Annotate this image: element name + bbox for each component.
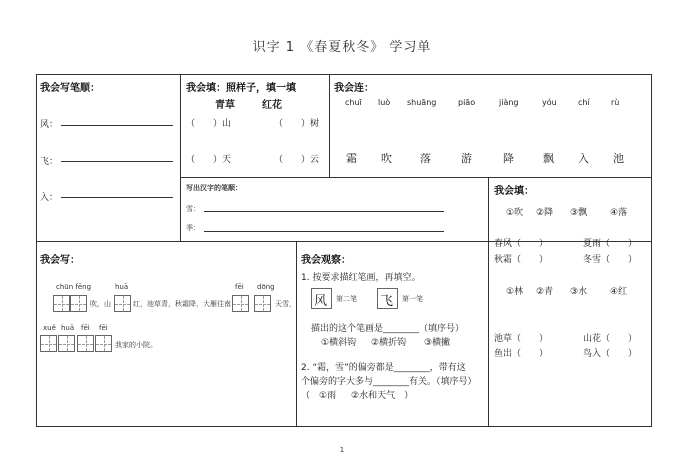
tianzige-box[interactable] bbox=[70, 295, 87, 312]
pinyin-label: fēi bbox=[235, 283, 244, 291]
divider bbox=[180, 177, 651, 178]
trace-glyph[interactable]: 风 bbox=[314, 294, 328, 309]
option: ①横斜钩 bbox=[321, 338, 357, 348]
tianzige-box[interactable] bbox=[95, 335, 112, 352]
sentence-text: 天雪， bbox=[275, 300, 296, 308]
fill-blank[interactable]: （ ）天 bbox=[186, 155, 232, 165]
pinyin-item[interactable]: chuī bbox=[345, 98, 362, 107]
fill-blank[interactable]: （ ）树 bbox=[274, 119, 320, 129]
question-text: 1. 按要求描红笔画，再填空。 bbox=[301, 273, 421, 283]
divider bbox=[36, 241, 651, 242]
fill-blank[interactable]: 夏雨（ ） bbox=[583, 239, 638, 249]
stroke-order-item: 季： bbox=[186, 224, 200, 232]
char-item[interactable]: 池 bbox=[613, 152, 624, 165]
fill-blank[interactable]: 池草（ ） bbox=[494, 334, 549, 344]
answer-line[interactable] bbox=[204, 231, 444, 232]
divider bbox=[180, 74, 181, 241]
write-order-item: 飞： bbox=[40, 157, 59, 167]
option: ④落 bbox=[610, 208, 628, 218]
option: ②降 bbox=[536, 208, 554, 218]
fill-blank[interactable]: 春风（ ） bbox=[494, 239, 549, 249]
question-text[interactable]: 描出的这个笔画是________（填序号） bbox=[311, 324, 465, 334]
write-order-item: 风： bbox=[40, 120, 59, 130]
tianzige-box[interactable] bbox=[53, 295, 70, 312]
option: ②青 bbox=[536, 287, 554, 297]
option: ④红 bbox=[610, 287, 628, 297]
example-word: 红花 bbox=[262, 100, 282, 111]
tianzige-box[interactable] bbox=[77, 335, 94, 352]
fill2-heading: 我会填： bbox=[494, 186, 534, 197]
stroke-order-item: 雪： bbox=[186, 205, 200, 213]
question-text[interactable]: 2. “霜，雪”的偏旁都是________，带有这 bbox=[301, 363, 466, 373]
pinyin-label: fēi bbox=[99, 324, 108, 332]
page-title: 识字 1 《春夏秋冬》 学习单 bbox=[252, 40, 432, 55]
sentence-text: 吹，山 bbox=[90, 300, 111, 308]
option: ②水和天气 ） bbox=[351, 391, 414, 401]
option: ②横折钩 bbox=[371, 338, 407, 348]
stroke-label: 第一笔 bbox=[402, 295, 423, 303]
pinyin-label: huā bbox=[61, 324, 75, 332]
char-item[interactable]: 吹 bbox=[381, 152, 392, 165]
tianzige-box[interactable] bbox=[58, 335, 75, 352]
tianzige-box[interactable] bbox=[114, 295, 131, 312]
fill-blank[interactable]: 冬雪（ ） bbox=[583, 255, 638, 265]
answer-line[interactable] bbox=[204, 211, 444, 212]
pinyin-item[interactable]: rù bbox=[611, 98, 620, 107]
divider bbox=[296, 241, 297, 426]
tianzige-box[interactable] bbox=[232, 295, 249, 312]
pinyin-label: huā bbox=[115, 283, 129, 291]
tianzige-box[interactable] bbox=[254, 295, 271, 312]
fill-blank[interactable]: 鱼出（ ） bbox=[494, 349, 549, 359]
sentence-text: 我家的小院。 bbox=[115, 341, 157, 349]
fill-blank[interactable]: （ ）山 bbox=[186, 119, 232, 129]
write-heading: 我会写： bbox=[40, 255, 80, 266]
pinyin-item[interactable]: piāo bbox=[458, 98, 476, 107]
stroke-label: 第二笔 bbox=[336, 295, 357, 303]
option: ③飘 bbox=[570, 208, 588, 218]
option: （ ①雨 bbox=[301, 391, 337, 401]
pinyin-label: fēi bbox=[81, 324, 90, 332]
pinyin-item[interactable]: shuāng bbox=[407, 98, 437, 107]
char-item[interactable]: 飘 bbox=[543, 152, 554, 165]
char-item[interactable]: 游 bbox=[461, 152, 472, 165]
write-order-heading: 我会写笔顺： bbox=[40, 83, 100, 94]
pinyin-item[interactable]: jiàng bbox=[499, 98, 519, 107]
connect-heading: 我会连： bbox=[334, 83, 374, 94]
pinyin-label: dōng bbox=[257, 283, 275, 291]
example-word: 青草 bbox=[215, 100, 235, 111]
answer-line[interactable] bbox=[61, 197, 173, 198]
option: ③水 bbox=[570, 287, 588, 297]
option: ③横撇 bbox=[424, 338, 451, 348]
answer-line[interactable] bbox=[61, 125, 173, 126]
answer-line[interactable] bbox=[61, 161, 173, 162]
observe-heading: 我会观察： bbox=[301, 255, 351, 266]
fill-blank[interactable]: 鸟入（ ） bbox=[583, 349, 638, 359]
write-order-item: 入： bbox=[40, 193, 59, 203]
page-number: 1 bbox=[339, 446, 345, 454]
divider bbox=[488, 177, 489, 426]
sentence-text: 红，池草青，秋霜降，大雁往南 bbox=[133, 300, 231, 308]
pinyin-item[interactable]: chí bbox=[578, 98, 590, 107]
question-text[interactable]: 个偏旁的字大多与________有关。（填序号） bbox=[301, 377, 477, 387]
trace-glyph[interactable]: 飞 bbox=[380, 294, 394, 309]
char-item[interactable]: 降 bbox=[503, 152, 514, 165]
char-item[interactable]: 入 bbox=[578, 152, 589, 165]
fill-pattern-heading: 我会填：照样子，填一填 bbox=[186, 83, 296, 94]
pinyin-label: xuě bbox=[43, 324, 56, 332]
fill-blank[interactable]: （ ）云 bbox=[274, 155, 320, 165]
fill-blank[interactable]: 秋霜（ ） bbox=[494, 255, 549, 265]
tianzige-box[interactable] bbox=[40, 335, 57, 352]
char-item[interactable]: 霜 bbox=[346, 152, 357, 165]
fill-blank[interactable]: 山花（ ） bbox=[583, 334, 638, 344]
pinyin-label: chūn fēng bbox=[56, 283, 92, 291]
option: ①林 bbox=[506, 287, 524, 297]
pinyin-item[interactable]: yóu bbox=[542, 98, 557, 107]
pinyin-item[interactable]: luò bbox=[378, 98, 391, 107]
char-item[interactable]: 落 bbox=[420, 152, 431, 165]
option: ①吹 bbox=[506, 208, 524, 218]
divider bbox=[329, 74, 330, 177]
stroke-order-heading: 写出汉字的笔顺： bbox=[186, 184, 242, 192]
